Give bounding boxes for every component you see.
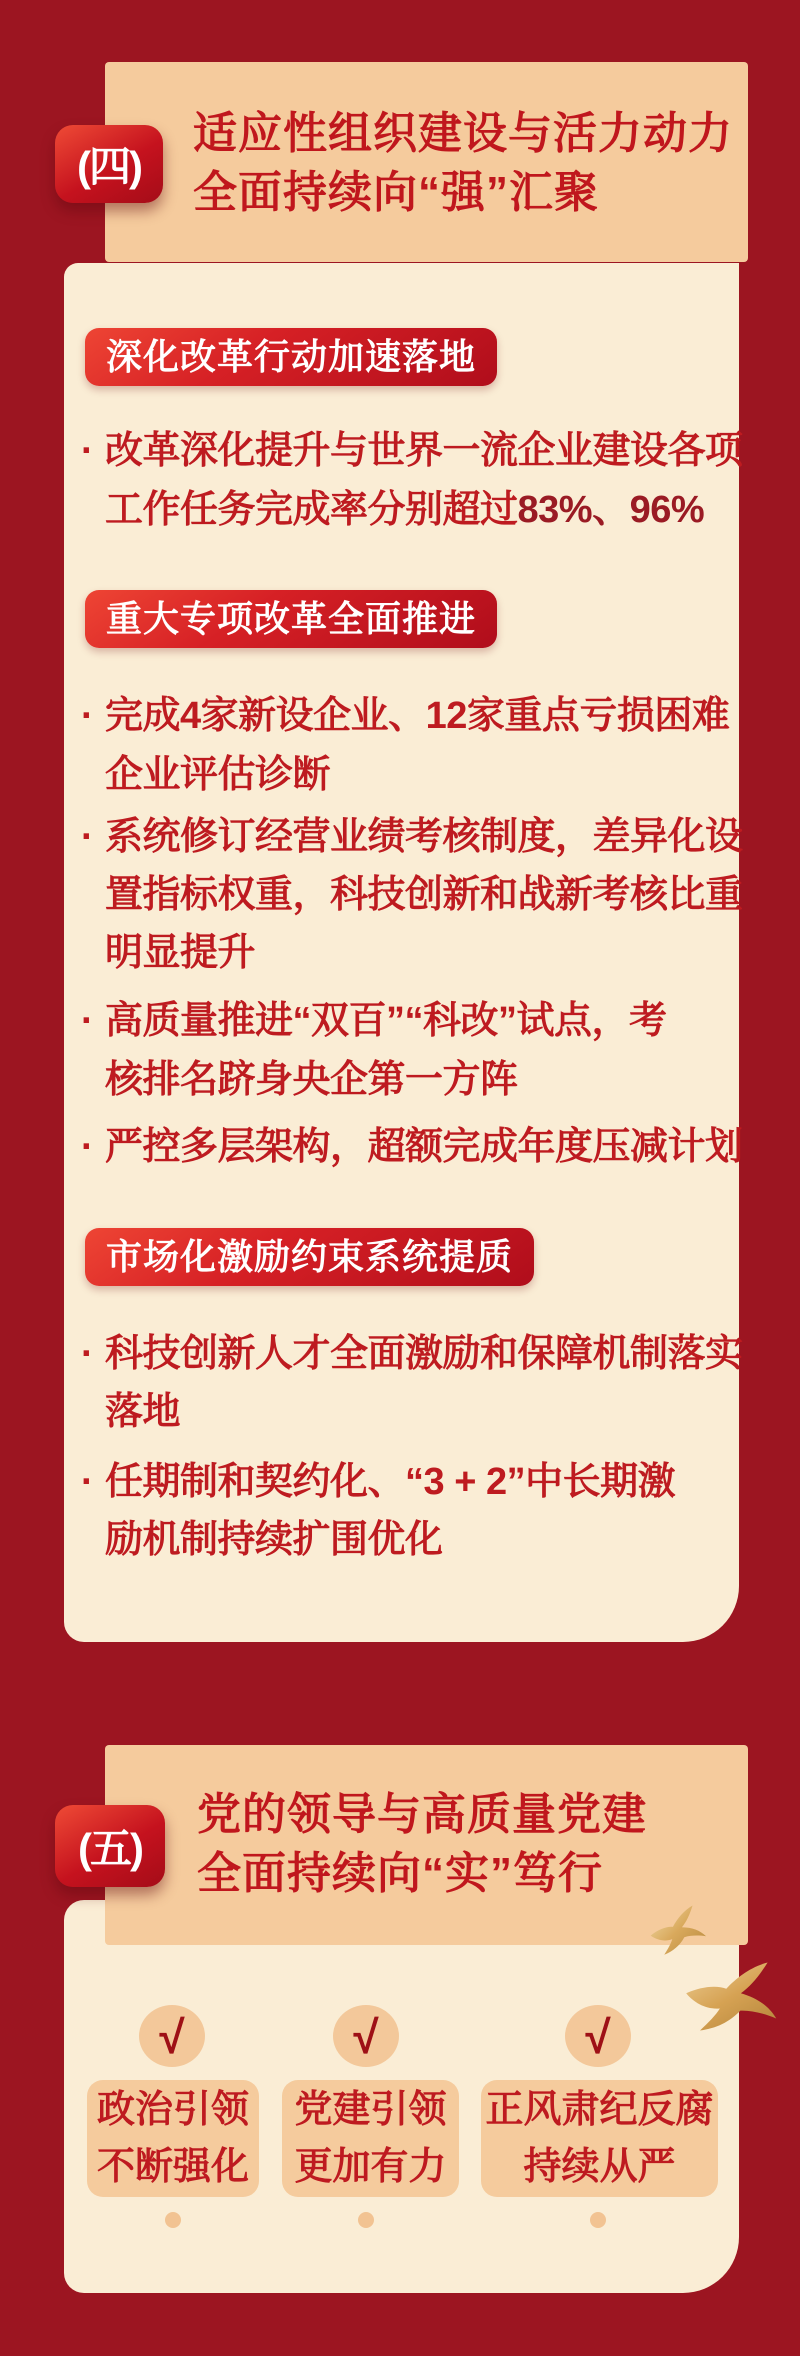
bullet-text: 系统修订经营业绩考核制度，差异化设 xyxy=(105,816,743,858)
section5-title xyxy=(197,1785,647,1903)
bullet-dot: · xyxy=(81,1126,94,1168)
check-circle xyxy=(333,2005,399,2067)
section4-number-badge xyxy=(55,125,163,203)
badge-major-special-reform: 重大专项改革全面推进 xyxy=(85,590,497,648)
bullet-line xyxy=(81,687,730,745)
section4-title xyxy=(193,104,733,222)
section4-number: (四) xyxy=(77,143,141,190)
bullet-line xyxy=(81,1325,743,1383)
section5-number: (五) xyxy=(78,1825,142,1872)
bullet-dot: · xyxy=(81,1000,94,1042)
check-circle xyxy=(565,2005,631,2067)
bullet-text: 完成4家新设企业、12家重点亏损困难 xyxy=(105,695,730,737)
bullet-text: 工作任务完成率分别超过 xyxy=(105,489,518,531)
bullet-dot: · xyxy=(81,695,94,737)
bullet-line xyxy=(81,1118,743,1176)
bullet-dot: · xyxy=(81,430,94,472)
bullet-line xyxy=(105,1383,180,1441)
item-text: 正风肃纪反腐 xyxy=(485,2088,714,2131)
bullet-text: 科技创新人才全面激励和保障机制落实 xyxy=(105,1333,743,1375)
bullet-line xyxy=(81,992,667,1050)
bullet-line xyxy=(105,1511,443,1569)
gold-dove-icon xyxy=(672,1942,792,2046)
bullet-line xyxy=(105,481,704,539)
bullet-dot: · xyxy=(81,1461,94,1503)
bullet-line xyxy=(105,866,743,924)
bullet-text: 置指标权重，科技创新和战新考核比重 xyxy=(105,874,743,916)
bullet-text: 任期制和契约化、“3 + 2”中长期激 xyxy=(105,1461,676,1503)
bullet-text: 明显提升 xyxy=(105,932,256,974)
item-party-building xyxy=(282,2080,459,2197)
item-text: 持续从严 xyxy=(523,2145,676,2188)
bullet-line xyxy=(81,1453,676,1511)
bullet-line xyxy=(105,746,330,804)
check-icon: √ xyxy=(585,2011,611,2063)
bullet-text: 励机制持续扩围优化 xyxy=(105,1519,443,1561)
item-political-leadership xyxy=(87,2080,259,2197)
bullet-line xyxy=(81,422,743,480)
check-icon: √ xyxy=(159,2011,185,2063)
section4-title-line2: 全面持续向“强”汇聚 xyxy=(193,168,599,217)
bullet-text: 严控多层架构，超额完成年度压减计划 xyxy=(105,1126,743,1168)
bullet-text: 高质量推进“双百”“科改”试点，考 xyxy=(105,1000,667,1042)
badge-market-incentive: 市场化激励约束系统提质 xyxy=(85,1228,534,1286)
bullet-line xyxy=(105,924,255,982)
bullet-text: 企业评估诊断 xyxy=(105,754,331,796)
check-icon: √ xyxy=(353,2011,379,2063)
item-text: 党建引领 xyxy=(294,2088,447,2131)
section5-title-line1: 党的领导与高质量党建 xyxy=(197,1790,647,1839)
bullet-text: 落地 xyxy=(105,1391,181,1433)
check-circle xyxy=(139,2005,205,2067)
bullet-line xyxy=(81,808,743,866)
section5-number-badge xyxy=(55,1805,165,1887)
item-text: 政治引领 xyxy=(96,2088,249,2131)
bullet-line xyxy=(105,1051,518,1109)
item-text: 不断强化 xyxy=(96,2145,249,2188)
section5-title-line2: 全面持续向“实”笃行 xyxy=(197,1849,603,1898)
decorative-dot xyxy=(590,2212,606,2228)
bullet-dot: · xyxy=(81,816,94,858)
bullet-text: 核排名跻身央企第一方阵 xyxy=(105,1059,518,1101)
bullet-dot: · xyxy=(81,1333,94,1375)
section4-title-line1: 适应性组织建设与活力动力 xyxy=(193,109,733,158)
decorative-dot xyxy=(165,2212,181,2228)
badge-deepen-reform: 深化改革行动加速落地 xyxy=(85,328,497,386)
item-text: 更加有力 xyxy=(294,2145,447,2188)
decorative-dot xyxy=(358,2212,374,2228)
highlight-number: 83%、96% xyxy=(517,489,705,531)
item-discipline-anticorruption xyxy=(481,2080,718,2197)
bullet-text: 改革深化提升与世界一流企业建设各项 xyxy=(105,430,743,472)
